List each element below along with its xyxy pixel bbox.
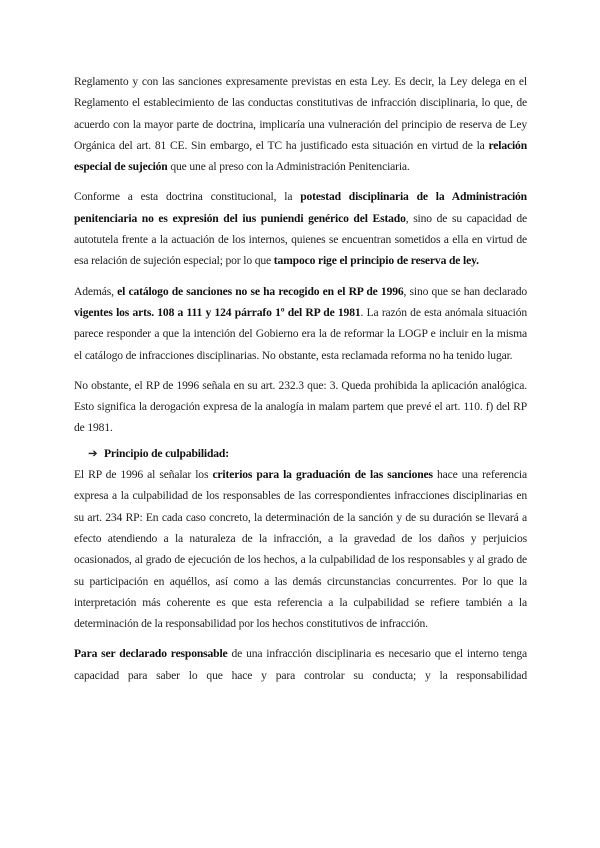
text-run: El RP de 1996 al señalar los bbox=[74, 468, 213, 482]
bold-text-run: criterios para la graduación de las sanciones bbox=[212, 468, 433, 482]
text-run: , sino de su capacidad de autotutela frente a la actuación de los internos, quienes se encuentran sometidos a ella en virtud de esa relación de sujeción especial; por lo que bbox=[74, 211, 527, 268]
text-run: Conforme a esta doctrina constitucional, la bbox=[74, 190, 301, 204]
bold-text-run: el catálogo de sanciones no se ha recogido en el RP de 1996 bbox=[117, 284, 404, 298]
text-run: Reglamento y con las sanciones expresamente previstas en esta Ley. Es decir, la Ley delega en el Reglamento el establecimiento de las conductas constitutivas de infracción disciplinaria, lo que, de acuerdo con la mayor parte de doctrina, implicaría una vulneración del principio de reserva de Ley Orgánica del art. 81 CE. Sin embargo, el TC ha justificado esta situación en virtud de la bbox=[74, 75, 527, 152]
paragraph-reglamento bbox=[74, 71, 527, 177]
bold-text-run: vigentes los arts. 108 a 111 y 124 párrafo 1º del RP de 1981 bbox=[74, 305, 361, 319]
bold-text-run: Para ser declarado responsable bbox=[74, 647, 228, 661]
bold-text-run: potestad disciplinaria de la Administración penitenciaria no es expresión del ius puniendi genérico del Estado bbox=[74, 190, 527, 225]
section-heading-text: Principio de culpabilidad: bbox=[104, 446, 229, 460]
bold-text-run: relación especial de sujeción bbox=[74, 138, 527, 174]
text-run: No obstante, el RP de 1996 señala en su art. 232.3 que: 3. Queda prohibida la aplicación analógica. Esto significa la derogación expresa de la analogía in malam partem que prevé el art. 110. f) del RP de 1981. bbox=[74, 378, 527, 435]
section-heading-culpabilidad bbox=[88, 443, 527, 464]
paragraph-potestad-disciplinaria bbox=[74, 186, 527, 271]
arrow-right-icon: ➔ bbox=[88, 446, 98, 460]
text-run: de una infracción disciplinaria es necesario que el interno tenga capacidad para saber lo que hace y para controlar su conducta; y la responsabilidad bbox=[74, 647, 528, 682]
text-run: Además, bbox=[74, 284, 118, 298]
text-run: , sino que se han declarado bbox=[403, 284, 528, 298]
paragraph-analogia bbox=[74, 375, 527, 439]
bold-text-run: tampoco rige el principio de reserva de ley. bbox=[273, 254, 479, 268]
paragraph-catalogo-sanciones bbox=[74, 281, 527, 366]
paragraph-graduacion-sanciones bbox=[74, 464, 527, 634]
text-run: que une al preso con la Administración Penitenciaria. bbox=[167, 160, 410, 174]
text-run: . La razón de esta anómala situación parece responder a que la intención del Gobierno era la de reformar la LOGP e incluir en la misma el catálogo de infracciones disciplinarias. No obstante, esta reclamada reforma no ha tenido lugar. bbox=[74, 305, 527, 362]
paragraph-declarado-responsable bbox=[74, 643, 527, 686]
text-run: hace una referencia expresa a la culpabilidad de los responsables de las correspondientes infracciones disciplinarias en su art. 234 RP: En cada caso concreto, la determinación de la sanción y de su duración se llevará a efecto atendiendo a la naturaleza de la infracción, a la gravedad de los daños y perjuicios ocasionados, al grado de ejecución de los hechos, a la culpabilidad de los responsables y al grado de su participación en aquéllos, así como a las demás circunstancias concurrentes. Por lo que la interpretación más coherente es que esta referencia a la culpabilidad se refiere también a la determinación de la responsabilidad por los hechos constitutivos de infracción. bbox=[74, 468, 527, 631]
document-body bbox=[74, 71, 527, 695]
